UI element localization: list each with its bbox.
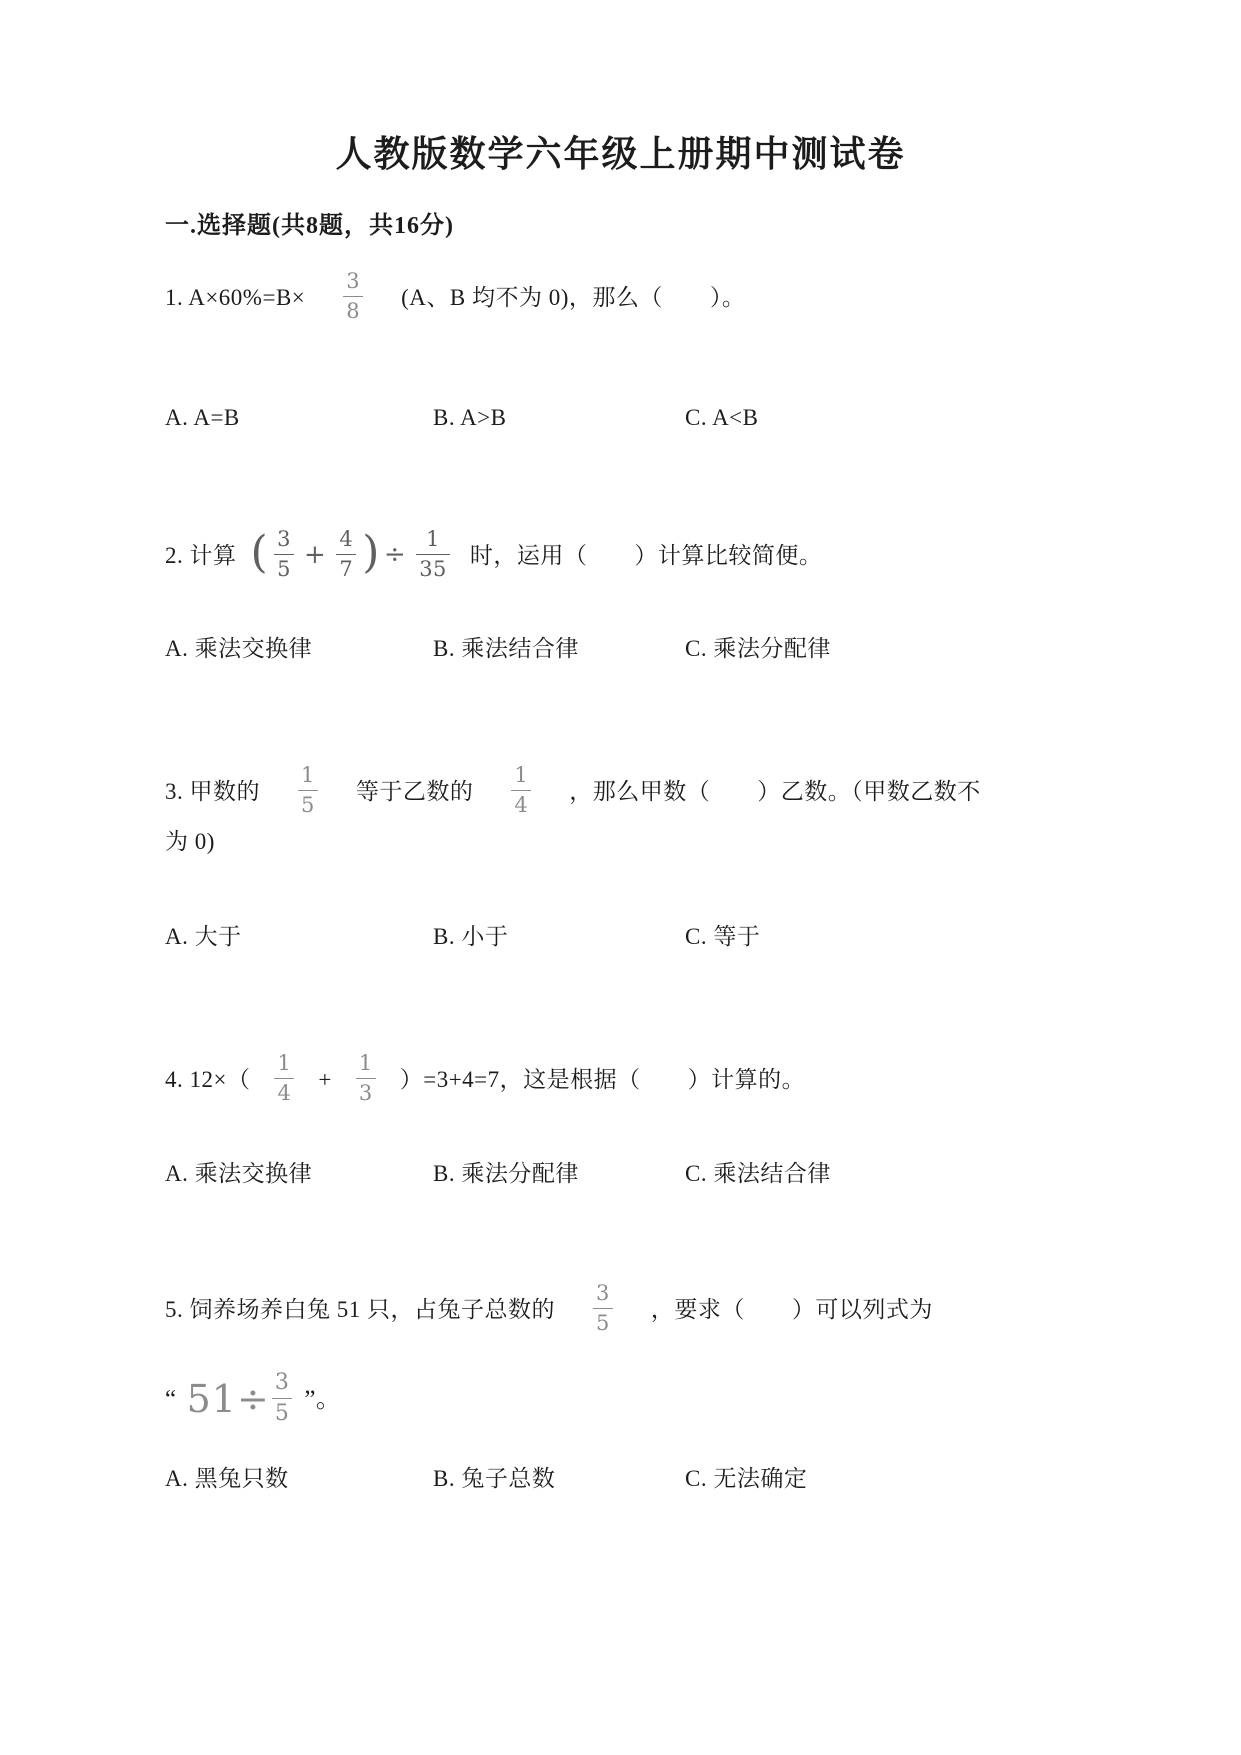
q4-plus-sign: + [318,1067,332,1092]
question-2-text [165,528,1131,585]
question-3-text-line1 [165,764,1131,820]
q4-fraction-1-4: $\frac{1}{4}$ [274,1053,294,1104]
q4-fraction-1-3: $\frac{1}{3}$ [356,1053,376,1104]
left-paren: ( [250,527,269,578]
q5-option-b: B. 兔子总数 [433,1466,556,1491]
q4-option-a: A. 乘法交换律 [165,1161,313,1186]
question-5-text-line2 [165,1368,1131,1433]
q3-text-p1: 3. 甲数的 [165,779,260,804]
q5-division-expression [186,1369,295,1426]
question-4-options [165,1155,1131,1188]
q2-text-post: 时，运用（ ）计算比较简便。 [469,543,823,568]
q5-option-a: A. 黑兔只数 [165,1466,289,1491]
question-5-options [165,1460,1131,1493]
q2-option-b: B. 乘法结合律 [433,636,579,661]
q3-text-p3: ，那么甲数（ ）乙数。（甲数乙数不 [569,779,981,804]
q5-expression-prefix: 51÷ [186,1377,270,1421]
question-2-options [165,630,1131,663]
q5-option-c: C. 无法确定 [685,1466,808,1491]
q1-option-a: A. A=B [165,405,240,430]
close-quote: ”。 [304,1386,342,1413]
q1-text-post: (A、B 均不为 0)，那么（ ）。 [401,285,746,310]
right-paren: ) [362,527,380,578]
question-4-text [165,1052,1131,1108]
q1-option-c: C. A<B [685,405,759,430]
q3-option-b: B. 小于 [433,924,509,949]
q5-text-p1: 5. 饲养场养白兔 51 只，占兔子总数的 [165,1297,555,1322]
q3-option-c: C. 等于 [685,924,761,949]
plus-sign: + [304,540,327,570]
divide-sign: ÷ [383,540,407,570]
q3-fraction-1-5: $\frac{1}{5}$ [298,765,318,816]
question-3-options [165,918,1131,951]
q3-option-a: A. 大于 [165,924,242,949]
q2-fraction-4-7: $\frac{4}{7}$ [336,529,356,580]
q5-text-p2: ，要求（ ）可以列式为 [650,1297,933,1322]
q4-text-p1: 4. 12×（ [165,1067,251,1092]
q3-text-p2: 等于乙数的 [355,779,474,804]
q1-fraction-3-8: $\frac{3}{8}$ [343,271,363,322]
q2-text-pre: 2. 计算 [165,543,237,568]
question-5-text-line1 [165,1282,1131,1338]
q4-option-b: B. 乘法分配律 [433,1161,579,1186]
question-3-text-line2: 为 0) [165,829,215,854]
q1-option-b: B. A>B [433,405,507,430]
q3-fraction-1-4: $\frac{1}{4}$ [511,765,531,816]
q4-text-p2: ）=3+4=7，这是根据（ ）计算的。 [399,1067,806,1092]
q5-fraction-3-5: $\frac{3}{5}$ [593,1283,613,1334]
q2-fraction-1-35: $\frac{1}{35}$ [416,529,450,580]
q2-option-c: C. 乘法分配律 [685,636,831,661]
q4-option-c: C. 乘法结合律 [685,1161,831,1186]
q2-fraction-3-5: $\frac{3}{5}$ [274,529,294,580]
q2-math-expression [250,526,456,581]
page-title: 人教版数学六年级上册期中测试卷 [335,134,906,174]
question-1-text [165,269,1131,325]
q2-option-a: A. 乘法交换律 [165,636,313,661]
q1-text-pre: 1. A×60%=B× [165,285,306,310]
question-1-options [165,405,1131,431]
section-header: 一.选择题(共8题，共16分) [165,213,454,239]
q5-expression-fraction-3-5: $\frac{3}{5}$ [272,1372,293,1425]
open-quote: “ [165,1386,177,1413]
